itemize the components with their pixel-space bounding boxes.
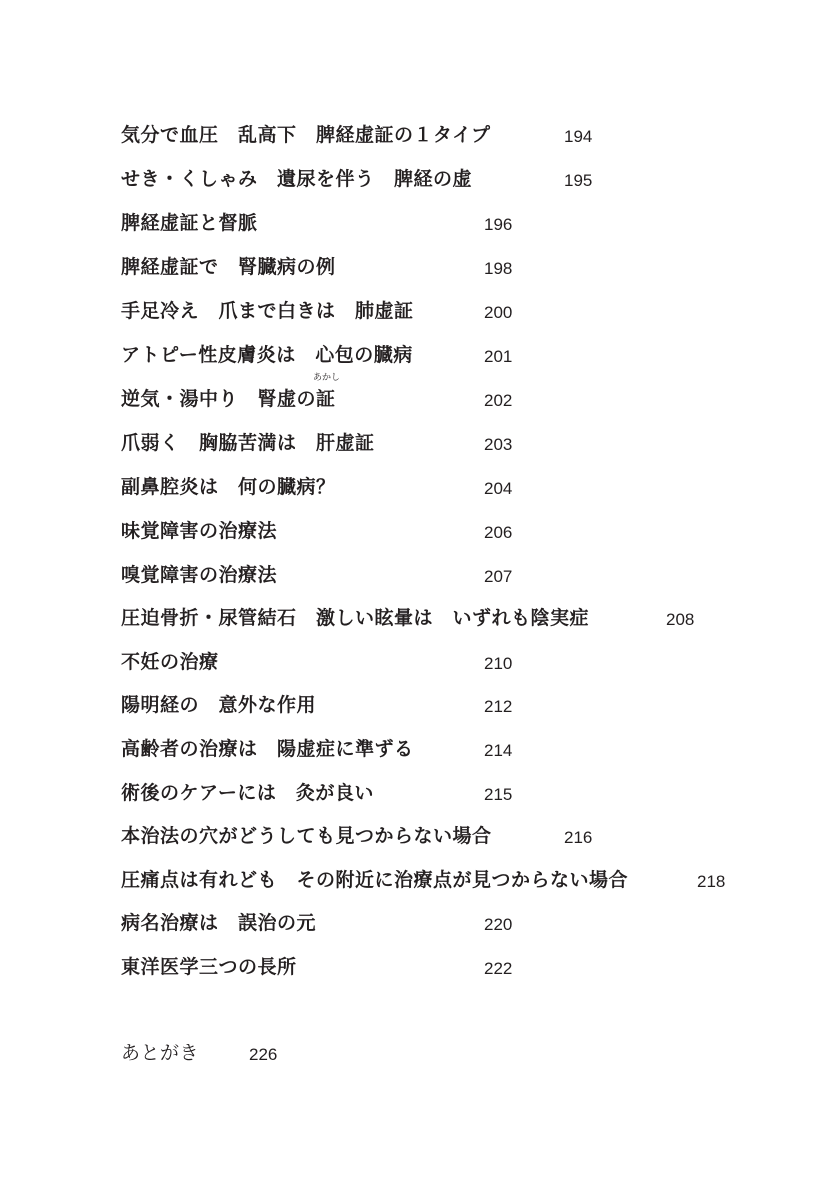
toc-entry-title: せき・くしゃみ 遺尿を伴う 脾経の虚	[121, 168, 473, 190]
toc-entry-title: 爪弱く 胸脇苦満は 肝虚証	[121, 432, 375, 454]
toc-entry-page: 198	[484, 259, 513, 278]
toc-entry-title: 副鼻腔炎は 何の臓病？	[121, 476, 336, 498]
toc-entry-page: 220	[484, 915, 513, 934]
toc-entry-title-text: 逆気・湯中り 腎虚の	[121, 388, 317, 410]
toc-entry-page: 195	[564, 171, 593, 190]
ruby-annotated-char	[313, 373, 341, 414]
toc-entry-title: 圧痛点は有れども その附近に治療点が見つからない場合	[121, 869, 629, 891]
toc-entry-title: 陽明経の 意外な作用	[121, 694, 317, 716]
toc-entry-page: 210	[484, 654, 513, 673]
toc-entry-title: 不妊の治療	[121, 651, 219, 673]
toc-entry-page: 218	[697, 872, 726, 891]
afterword-title: あとがき	[121, 1042, 200, 1064]
toc-entry-page: 216	[564, 828, 593, 847]
afterword-page: 226	[249, 1045, 278, 1064]
toc-entry-page: 215	[484, 785, 513, 804]
toc-entry-title: 東洋医学三つの長所	[121, 956, 297, 978]
toc-entry-title: 圧迫骨折・尿管結石 激しい眩暈は いずれも陰実症	[121, 607, 590, 629]
toc-entry-title: 気分で血圧 乱高下 脾経虚証の１タイプ	[121, 124, 491, 146]
toc-entry-page: 212	[484, 697, 513, 716]
toc-entry-page: 207	[484, 567, 513, 586]
toc-entry-page: 208	[666, 610, 695, 629]
toc-entry-title: 嗅覚障害の治療法	[121, 564, 278, 586]
toc-entry-page: 201	[484, 347, 513, 366]
toc-entry-title: 術後のケアーには 灸が良い	[121, 782, 374, 804]
toc-entry-title: 手足冷え 爪まで白きは 肺虚証	[121, 300, 414, 322]
toc-entry-title: 高齢者の治療は 陽虚症に準ずる	[121, 738, 414, 760]
toc-entry-title: 味覚障害の治療法	[121, 520, 278, 542]
toc-entry-page: 222	[484, 959, 513, 978]
toc-entry-page: 194	[564, 127, 593, 146]
toc-entry-title: 脾経虚証と督脈	[121, 212, 258, 234]
toc-entry-page: 204	[484, 479, 513, 498]
toc-entry-page: 196	[484, 215, 513, 234]
toc-entry-title	[121, 373, 341, 414]
ruby-reading: あかし	[313, 373, 341, 383]
toc-entry-page: 202	[484, 391, 513, 410]
toc-entry-title: アトピー性皮膚炎は 心包の臓病	[121, 344, 413, 366]
toc-entry-page: 214	[484, 741, 513, 760]
toc-entry-title: 本治法の穴がどうしても見つからない場合	[121, 825, 492, 847]
ruby-base: 証	[316, 388, 336, 410]
toc-entry-page: 203	[484, 435, 513, 454]
toc-entry-title: 脾経虚証で 腎臓病の例	[121, 256, 336, 278]
toc-entry-page: 206	[484, 523, 513, 542]
toc-entry-title: 病名治療は 誤治の元	[121, 912, 317, 934]
toc-entry-page: 200	[484, 303, 513, 322]
